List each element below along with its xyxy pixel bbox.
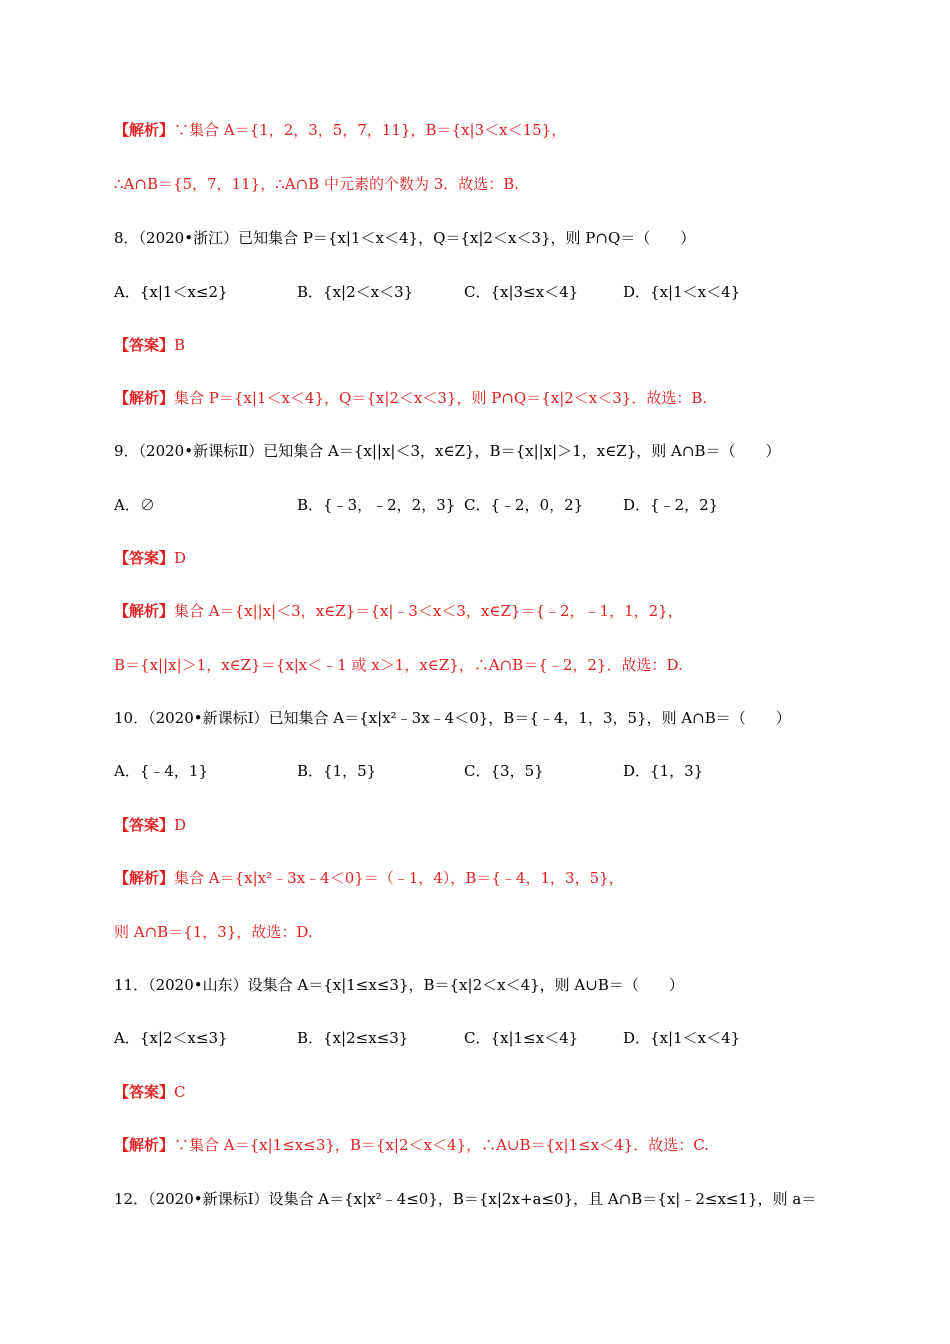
question-8: 8．（2020•浙江）已知集合 P＝{x|1＜x＜4}，Q＝{x|2＜x＜3}，则 P∩Q＝（ ） (114, 229, 696, 247)
answer-value: D (174, 549, 187, 567)
option-d: D．{﹣2，2} (623, 496, 719, 514)
answer-line (114, 1082, 874, 1102)
option-b: B．{x|2≤x≤3} (297, 1029, 409, 1047)
option-d: D．{x|1＜x＜4} (623, 1029, 741, 1047)
option-c: C．{x|3≤x＜4} (464, 283, 579, 301)
analysis-line (114, 120, 874, 140)
option-a: A．{x|1＜x≤2} (114, 283, 228, 301)
answer-line (114, 548, 874, 568)
analysis-line (114, 388, 874, 408)
answer-tag: 【答案】 (114, 816, 175, 834)
analysis-tag: 【解析】 (114, 1136, 175, 1154)
analysis-continuation: ∴A∩B＝{5，7，11}，∴A∩B 中元素的个数为 3．故选：B. (114, 175, 520, 193)
analysis-tag: 【解析】 (114, 602, 175, 620)
option-c: C．{﹣2，0，2} (464, 496, 584, 514)
answer-tag: 【答案】 (114, 549, 175, 567)
option-a: A．{﹣4，1} (114, 762, 209, 780)
analysis-tag: 【解析】 (114, 869, 175, 887)
analysis-text: 集合 A＝{x||x|＜3，x∈Z}＝{x|﹣3＜x＜3，x∈Z}＝{﹣2，﹣1，1，2}， (174, 602, 683, 620)
question-11: 11．（2020•山东）设集合 A＝{x|1≤x≤3}，B＝{x|2＜x＜4}，则 A∪B＝（ ） (114, 976, 684, 994)
analysis-tag: 【解析】 (114, 121, 175, 139)
option-d: D．{x|1＜x＜4} (623, 283, 741, 301)
analysis-line (114, 601, 874, 621)
analysis-continuation: 则 A∩B＝{1，3}，故选：D. (114, 923, 313, 941)
analysis-line (114, 868, 874, 888)
option-a: A．∅ (114, 496, 155, 514)
answer-value: D (174, 816, 187, 834)
answer-value: B (174, 336, 186, 354)
option-b: B．{1，5} (297, 762, 377, 780)
analysis-text: ∵集合 A＝{x|1≤x≤3}，B＝{x|2＜x＜4}，∴A∪B＝{x|1≤x＜4}．故选：C. (174, 1136, 709, 1154)
option-c: C．{x|1≤x＜4} (464, 1029, 579, 1047)
option-d: D．{1，3} (623, 762, 704, 780)
option-a: A．{x|2＜x≤3} (114, 1029, 228, 1047)
answer-line (114, 815, 874, 835)
question-9: 9．（2020•新课标Ⅱ）已知集合 A＝{x||x|＜3，x∈Z}，B＝{x||x|＞1，x∈Z}，则 A∩B＝（ ） (114, 442, 781, 460)
answer-tag: 【答案】 (114, 336, 175, 354)
analysis-continuation: B＝{x||x|＞1，x∈Z}＝{x|x＜﹣1 或 x＞1，x∈Z}，∴A∩B＝{﹣2，2}．故选：D. (114, 656, 683, 674)
analysis-line (114, 1135, 874, 1155)
option-b: B．{x|2＜x＜3} (297, 283, 414, 301)
analysis-text: 集合 P＝{x|1＜x＜4}，Q＝{x|2＜x＜3}，则 P∩Q＝{x|2＜x＜3}．故选：B. (174, 389, 708, 407)
question-10: 10．（2020•新课标Ⅰ）已知集合 A＝{x|x²﹣3x﹣4＜0}，B＝{﹣4，1，3，5}，则 A∩B＝（ ） (114, 709, 791, 727)
analysis-text: ∵集合 A＝{1，2，3，5，7，11}，B＝{x|3＜x＜15}， (174, 121, 567, 139)
analysis-tag: 【解析】 (114, 389, 175, 407)
answer-tag: 【答案】 (114, 1083, 175, 1101)
question-12: 12．（2020•新课标Ⅰ）设集合 A＝{x|x²﹣4≤0}，B＝{x|2x+a≤0}，且 A∩B＝{x|﹣2≤x≤1}，则 a＝ (114, 1190, 817, 1208)
answer-line (114, 335, 874, 355)
option-b: B．{﹣3，﹣2，2，3} (297, 496, 456, 514)
option-c: C．{3，5} (464, 762, 544, 780)
analysis-text: 集合 A＝{x|x²﹣3x﹣4＜0}＝（﹣1，4），B＝{﹣4，1，3，5}， (174, 869, 624, 887)
answer-value: C (174, 1083, 186, 1101)
